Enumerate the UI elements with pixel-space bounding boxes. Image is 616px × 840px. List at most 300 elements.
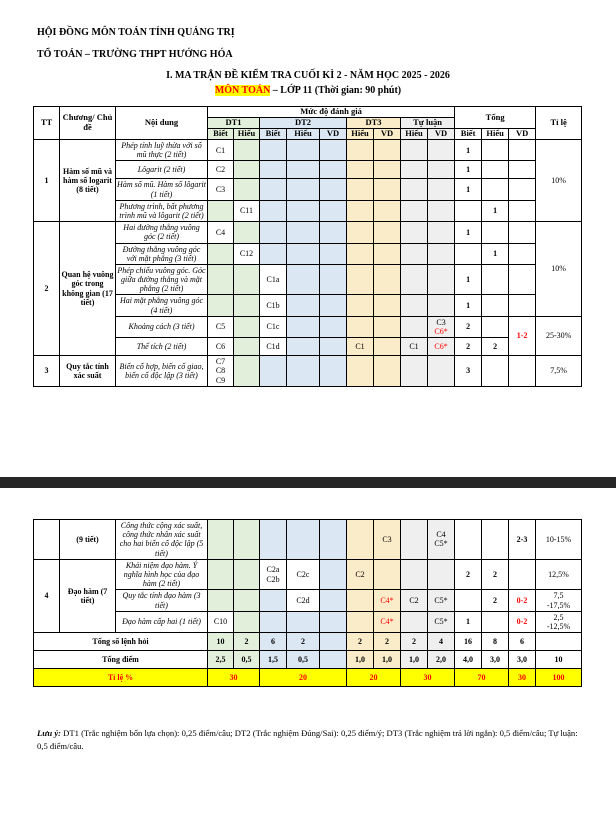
matrix-table-page1-body — [34, 107, 582, 387]
matrix-cell: 0-2 — [509, 590, 536, 611]
matrix-cell — [260, 356, 287, 387]
matrix-cell — [347, 295, 374, 316]
table-row — [34, 140, 582, 161]
matrix-cell: 20 — [260, 669, 347, 687]
matrix-cell — [320, 520, 347, 560]
matrix-cell: 2 — [455, 316, 482, 337]
matrix-cell: C3 C6* — [428, 316, 455, 337]
matrix-cell — [509, 200, 536, 221]
matrix-cell — [234, 338, 260, 356]
matrix-cell — [320, 222, 347, 243]
matrix-cell — [374, 338, 401, 356]
matrix-cell: 4 — [34, 559, 60, 632]
matrix-header-cell: DT2 — [260, 118, 347, 129]
matrix-cell: C11 — [234, 200, 260, 221]
matrix-cell — [260, 140, 287, 161]
document-title-block — [0, 69, 616, 98]
matrix-cell — [374, 161, 401, 179]
matrix-cell — [509, 161, 536, 179]
matrix-header-cell: Hiểu — [401, 129, 428, 140]
matrix-cell: C10 — [208, 611, 234, 632]
matrix-cell: 4 — [428, 633, 455, 651]
matrix-cell — [401, 295, 428, 316]
matrix-cell: C1 — [347, 338, 374, 356]
matrix-cell: C4 — [208, 222, 234, 243]
matrix-cell — [428, 559, 455, 590]
matrix-cell: 100 — [536, 669, 582, 687]
matrix-cell: 1,0 — [347, 651, 374, 669]
matrix-cell — [234, 559, 260, 590]
matrix-cell — [287, 222, 320, 243]
matrix-cell — [401, 316, 428, 337]
matrix-cell: 1 — [455, 611, 482, 632]
matrix-cell — [374, 243, 401, 264]
table-row — [34, 559, 582, 590]
matrix-cell: 3,0 — [482, 651, 509, 669]
matrix-cell — [347, 222, 374, 243]
matrix-header-cell: Tự luận — [401, 118, 455, 129]
matrix-cell: 6 — [509, 633, 536, 651]
org-line-1: HỘI ĐỒNG MÔN TOÁN TỈNH QUẢNG TRỊ — [37, 27, 235, 38]
matrix-cell — [287, 520, 320, 560]
matrix-cell: C12 — [234, 243, 260, 264]
matrix-cell: C1d — [260, 338, 287, 356]
matrix-cell: C5* — [428, 611, 455, 632]
matrix-cell — [208, 200, 234, 221]
matrix-cell: Quan hệ vuông góc trong không gian (17 tiết) — [60, 222, 116, 356]
matrix-cell — [347, 179, 374, 200]
matrix-cell: Khoảng cách (3 tiết) — [116, 316, 208, 337]
matrix-cell: 30 — [208, 669, 260, 687]
matrix-cell — [428, 295, 455, 316]
matrix-cell — [374, 316, 401, 337]
matrix-cell — [401, 264, 428, 295]
matrix-cell — [287, 338, 320, 356]
matrix-cell — [401, 243, 428, 264]
matrix-cell — [374, 356, 401, 387]
matrix-cell — [234, 264, 260, 295]
matrix-header-cell: Hiểu — [482, 129, 509, 140]
matrix-cell — [287, 316, 320, 337]
table-row — [34, 295, 582, 316]
matrix-cell: 2 — [34, 222, 60, 356]
table-row — [34, 107, 582, 118]
matrix-cell: C1a — [260, 264, 287, 295]
matrix-cell — [401, 611, 428, 632]
matrix-cell: 2 — [374, 633, 401, 651]
matrix-cell: Đạo hàm (7 tiết) — [60, 559, 116, 632]
matrix-cell: 0,5 — [287, 651, 320, 669]
matrix-cell: C2a C2b — [260, 559, 287, 590]
matrix-cell — [320, 338, 347, 356]
matrix-cell: C1b — [260, 295, 287, 316]
matrix-cell: 2 — [234, 633, 260, 651]
matrix-cell — [347, 161, 374, 179]
matrix-cell — [260, 222, 287, 243]
matrix-cell — [536, 633, 582, 651]
matrix-cell — [320, 295, 347, 316]
matrix-cell — [234, 161, 260, 179]
matrix-cell — [374, 200, 401, 221]
subject-rest: – LỚP 11 (Thời gian: 90 phút) — [270, 84, 402, 96]
matrix-cell: 70 — [455, 669, 509, 687]
matrix-cell — [287, 179, 320, 200]
matrix-header-cell: TT — [34, 107, 60, 140]
matrix-cell: C4* — [374, 590, 401, 611]
matrix-cell — [509, 295, 536, 316]
matrix-cell — [320, 140, 347, 161]
matrix-cell — [374, 264, 401, 295]
matrix-cell: C6 — [208, 338, 234, 356]
subject-line — [0, 84, 616, 99]
matrix-header-cell: DT3 — [347, 118, 401, 129]
matrix-cell: C2c — [287, 559, 320, 590]
matrix-cell — [347, 590, 374, 611]
matrix-cell — [347, 356, 374, 387]
table-row — [34, 611, 582, 632]
table-row — [34, 356, 582, 387]
matrix-cell — [347, 611, 374, 632]
subject-highlight: MÔN TOÁN — [214, 84, 271, 96]
matrix-cell — [509, 243, 536, 264]
matrix-cell: 10 — [208, 633, 234, 651]
matrix-cell: 0-2 — [509, 611, 536, 632]
matrix-cell: 2-3 — [509, 520, 536, 560]
matrix-cell — [320, 633, 347, 651]
matrix-cell — [482, 179, 509, 200]
matrix-cell — [287, 140, 320, 161]
matrix-table-page2-body — [34, 520, 582, 687]
matrix-cell: 30 — [509, 669, 536, 687]
matrix-cell — [208, 520, 234, 560]
matrix-header-cell: Nội dung — [116, 107, 208, 140]
table-row — [34, 161, 582, 179]
matrix-cell — [208, 590, 234, 611]
matrix-cell: C1 — [401, 338, 428, 356]
matrix-header-cell: Tổng — [455, 107, 536, 129]
matrix-cell — [287, 243, 320, 264]
matrix-cell: 1,5 — [260, 651, 287, 669]
matrix-header-cell: VD — [374, 129, 401, 140]
matrix-cell: Phép tính luỹ thừa với số mũ thực (2 tiết) — [116, 140, 208, 161]
matrix-cell: 1 — [455, 295, 482, 316]
matrix-cell — [482, 161, 509, 179]
matrix-cell — [234, 179, 260, 200]
matrix-cell — [455, 200, 482, 221]
matrix-header-cell: DT1 — [208, 118, 260, 129]
matrix-cell: 2,0 — [428, 651, 455, 669]
matrix-cell — [320, 590, 347, 611]
matrix-cell — [455, 520, 482, 560]
matrix-header-cell: Biết — [208, 129, 234, 140]
matrix-cell — [428, 161, 455, 179]
matrix-cell: 2 — [482, 559, 509, 590]
matrix-cell — [374, 295, 401, 316]
matrix-cell — [482, 611, 509, 632]
table-row — [34, 222, 582, 243]
matrix-cell — [320, 316, 347, 337]
matrix-cell — [482, 295, 509, 316]
matrix-header-cell: VD — [428, 129, 455, 140]
matrix-cell: Đường thẳng vuông góc với mặt phẳng (3 tiết) — [116, 243, 208, 264]
matrix-cell — [509, 559, 536, 590]
matrix-cell: Biến cố hợp, biến cố giao, biến cố độc lập (3 tiết) — [116, 356, 208, 387]
matrix-cell — [260, 243, 287, 264]
footnote-text: DT1 (Trắc nghiệm bốn lựa chọn): 0,25 điểm/câu; DT2 (Trắc nghiệm Đúng/Sai): 0,25 điểm/ý; DT3 (Trắc nghiệm trả lời ngắn): 0,5 điểm/câu; Tự luận: 0,5 điểm/câu. — [37, 728, 578, 752]
table-row — [34, 669, 582, 687]
matrix-cell: 1 — [455, 140, 482, 161]
matrix-cell — [374, 179, 401, 200]
page-separator — [0, 477, 616, 488]
matrix-cell — [320, 243, 347, 264]
matrix-cell — [482, 356, 509, 387]
table-row — [34, 338, 582, 356]
matrix-cell — [260, 179, 287, 200]
matrix-cell: 10-15% — [536, 520, 582, 560]
matrix-header-cell: Tỉ lệ — [536, 107, 582, 140]
matrix-header-cell: Hiểu — [287, 129, 320, 140]
matrix-cell: 2 — [287, 633, 320, 651]
matrix-cell: 1 — [455, 179, 482, 200]
matrix-cell: 2,5 — [208, 651, 234, 669]
matrix-cell — [401, 520, 428, 560]
matrix-cell: Thể tích (2 tiết) — [116, 338, 208, 356]
matrix-cell: 0,5 — [234, 651, 260, 669]
matrix-cell — [455, 243, 482, 264]
matrix-cell — [509, 356, 536, 387]
matrix-cell: 1 — [482, 200, 509, 221]
matrix-cell: 2 — [401, 633, 428, 651]
matrix-cell: C6* — [428, 338, 455, 356]
matrix-cell — [401, 140, 428, 161]
matrix-cell: C2d — [287, 590, 320, 611]
matrix-cell: Phép chiếu vuông góc. Góc giữa đường thẳng và mặt phẳng (2 tiết) — [117, 265, 206, 294]
table-row — [34, 200, 582, 221]
matrix-cell: 1,0 — [401, 651, 428, 669]
matrix-cell: 12,5% — [536, 559, 582, 590]
matrix-cell: 1-2 — [509, 316, 536, 355]
matrix-cell: Phương trình, bất phương trình mũ và lôgarit (2 tiết) — [116, 200, 208, 221]
matrix-cell — [287, 161, 320, 179]
matrix-cell — [428, 222, 455, 243]
matrix-cell: 7,5 -17,5% — [536, 590, 582, 611]
matrix-cell — [208, 264, 234, 295]
matrix-cell — [208, 243, 234, 264]
matrix-cell: C2 — [401, 590, 428, 611]
matrix-cell: Hai đường thẳng vuông góc (2 tiết) — [116, 222, 208, 243]
matrix-cell: Lôgarit (2 tiết) — [116, 161, 208, 179]
matrix-cell — [287, 295, 320, 316]
matrix-cell — [34, 520, 60, 560]
matrix-cell: 2 — [455, 559, 482, 590]
matrix-cell — [287, 264, 320, 295]
matrix-cell: 2 — [455, 338, 482, 356]
matrix-cell — [347, 200, 374, 221]
matrix-cell — [509, 140, 536, 161]
matrix-cell: Tỉ lệ % — [34, 669, 208, 687]
org-line-2: TỔ TOÁN – TRƯỜNG THPT HƯỚNG HÓA — [37, 49, 233, 60]
matrix-cell — [482, 520, 509, 560]
matrix-header-cell: Hiểu — [347, 129, 374, 140]
matrix-table-page1 — [33, 106, 582, 387]
matrix-cell: 1 — [455, 222, 482, 243]
matrix-cell — [287, 611, 320, 632]
matrix-cell — [260, 200, 287, 221]
matrix-header-cell: Hiểu — [234, 129, 260, 140]
table-row — [34, 243, 582, 264]
matrix-cell: 25-30% — [536, 316, 582, 355]
matrix-cell — [374, 559, 401, 590]
matrix-cell — [208, 295, 234, 316]
matrix-cell: C3 — [374, 520, 401, 560]
matrix-cell — [287, 356, 320, 387]
matrix-cell — [234, 611, 260, 632]
matrix-header-cell: Mức độ đánh giá — [208, 107, 455, 118]
matrix-cell: 10% — [536, 222, 582, 317]
matrix-cell — [428, 243, 455, 264]
matrix-header-cell: Biết — [260, 129, 287, 140]
matrix-cell: 2 — [482, 338, 509, 356]
matrix-cell: (9 tiết) — [60, 520, 116, 560]
matrix-cell — [428, 179, 455, 200]
table-row — [34, 179, 582, 200]
matrix-cell — [428, 140, 455, 161]
matrix-cell — [428, 356, 455, 387]
matrix-cell — [234, 520, 260, 560]
matrix-cell — [509, 179, 536, 200]
matrix-cell: C5* — [428, 590, 455, 611]
matrix-cell: C2 — [347, 559, 374, 590]
matrix-cell — [320, 161, 347, 179]
matrix-cell: Đạo hàm cấp hai (1 tiết) — [116, 611, 208, 632]
matrix-cell — [347, 243, 374, 264]
matrix-cell: Hàm số mũ và hàm số logarit (8 tiết) — [60, 140, 116, 222]
matrix-cell — [260, 161, 287, 179]
matrix-cell — [260, 520, 287, 560]
matrix-cell: C2 — [208, 161, 234, 179]
matrix-cell — [401, 161, 428, 179]
matrix-cell — [260, 590, 287, 611]
matrix-cell: 2 — [482, 590, 509, 611]
matrix-cell: 6 — [260, 633, 287, 651]
matrix-header-cell: Chương/ Chủ đề — [60, 107, 116, 140]
matrix-cell — [234, 295, 260, 316]
table-row — [34, 264, 582, 295]
matrix-cell — [482, 316, 509, 337]
matrix-cell: 10 — [536, 651, 582, 669]
matrix-cell — [320, 651, 347, 669]
matrix-cell: 20 — [347, 669, 401, 687]
matrix-cell — [234, 356, 260, 387]
letterhead — [37, 27, 235, 71]
matrix-header-cell: VD — [320, 129, 347, 140]
matrix-cell: Khái niệm đạo hàm. Ý nghĩa hình học của đạo hàm (2 tiết) — [116, 559, 208, 590]
footnote — [37, 727, 584, 754]
matrix-cell — [320, 559, 347, 590]
matrix-cell — [482, 264, 509, 295]
matrix-cell: Công thức cộng xác suất, công thức nhân xác suất cho hai biến cố độc lập (5 tiết) — [116, 520, 208, 560]
matrix-cell: Tổng số lệnh hỏi — [34, 633, 208, 651]
matrix-cell: 4,0 — [455, 651, 482, 669]
matrix-cell — [234, 222, 260, 243]
matrix-cell — [374, 140, 401, 161]
matrix-cell: C4* — [374, 611, 401, 632]
matrix-cell — [320, 264, 347, 295]
matrix-cell — [347, 316, 374, 337]
table-row — [34, 590, 582, 611]
matrix-cell — [320, 179, 347, 200]
matrix-cell — [482, 140, 509, 161]
matrix-cell — [320, 356, 347, 387]
table-row — [34, 651, 582, 669]
matrix-title: I. MA TRẬN ĐỀ KIỂM TRA CUỐI KÌ 2 - NĂM HỌC 2025 - 2026 — [166, 70, 450, 81]
matrix-cell: C7 C8 C9 — [208, 356, 234, 387]
matrix-cell — [347, 520, 374, 560]
matrix-cell: 1 — [455, 264, 482, 295]
matrix-cell: C1c — [260, 316, 287, 337]
matrix-cell: Quy tắc tính xác suất — [60, 356, 116, 387]
matrix-cell — [234, 590, 260, 611]
matrix-cell: Hai mặt phẳng vuông góc (4 tiết) — [116, 295, 208, 316]
matrix-header-cell: Biết — [455, 129, 482, 140]
matrix-cell: 16 — [455, 633, 482, 651]
matrix-cell — [234, 316, 260, 337]
matrix-cell — [455, 590, 482, 611]
matrix-cell — [320, 611, 347, 632]
matrix-cell: C3 — [208, 179, 234, 200]
matrix-cell: 30 — [401, 669, 455, 687]
matrix-cell: C5 — [208, 316, 234, 337]
matrix-cell: 3 — [455, 356, 482, 387]
matrix-cell: 2 — [347, 633, 374, 651]
matrix-cell: C1 — [208, 140, 234, 161]
matrix-cell: 1 — [482, 243, 509, 264]
matrix-cell: 10% — [536, 140, 582, 222]
matrix-cell: 1 — [34, 140, 60, 222]
footnote-label: Lưu ý: — [37, 728, 62, 738]
matrix-cell — [320, 200, 347, 221]
matrix-header-cell: VD — [509, 129, 536, 140]
table-row — [34, 520, 582, 560]
matrix-cell — [482, 222, 509, 243]
matrix-cell: Tổng điểm — [34, 651, 208, 669]
matrix-cell — [401, 222, 428, 243]
matrix-cell — [401, 200, 428, 221]
matrix-cell: 3,0 — [509, 651, 536, 669]
matrix-cell — [428, 200, 455, 221]
matrix-cell: C4 C5* — [428, 520, 455, 560]
matrix-cell — [509, 264, 536, 295]
matrix-cell: 1,0 — [374, 651, 401, 669]
matrix-cell: Quy tắc tính đạo hàm (3 tiết) — [116, 590, 208, 611]
matrix-cell — [401, 179, 428, 200]
table-row — [34, 633, 582, 651]
matrix-cell — [260, 611, 287, 632]
matrix-cell — [401, 559, 428, 590]
matrix-cell — [347, 264, 374, 295]
matrix-cell: 7,5% — [536, 356, 582, 387]
matrix-cell — [401, 356, 428, 387]
matrix-cell: 1 — [455, 161, 482, 179]
matrix-cell — [208, 559, 234, 590]
matrix-cell — [287, 200, 320, 221]
table-row — [34, 316, 582, 337]
matrix-cell: 8 — [482, 633, 509, 651]
matrix-cell — [374, 222, 401, 243]
matrix-table-page2 — [33, 519, 582, 687]
matrix-cell: 3 — [34, 356, 60, 387]
matrix-cell — [509, 222, 536, 243]
